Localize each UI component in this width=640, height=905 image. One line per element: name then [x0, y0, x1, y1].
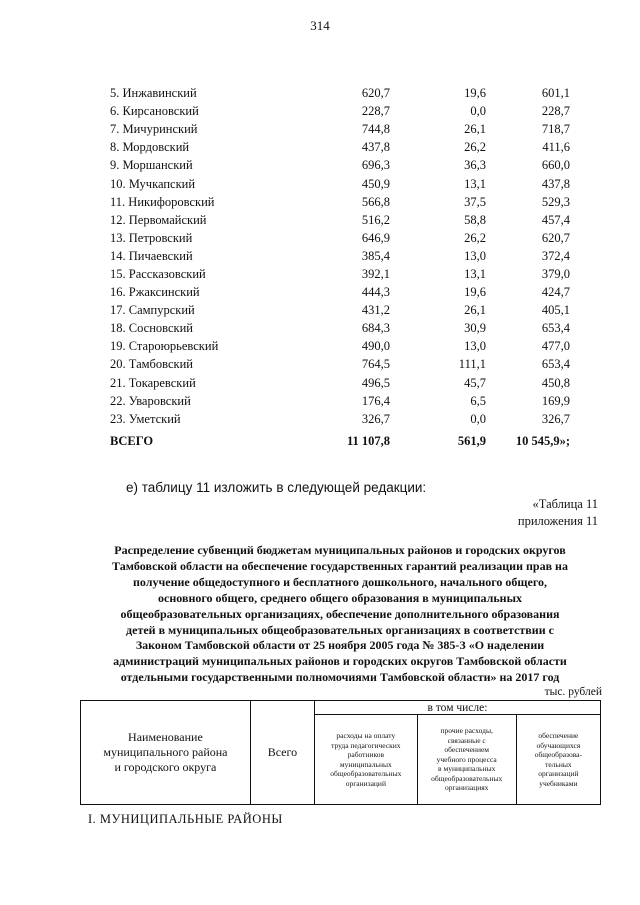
value-cell: 10 545,9»; [515, 433, 570, 448]
district-name: 5. Инжавинский [110, 86, 197, 101]
text-line: и городского округа [114, 760, 217, 774]
text-line: общеобразовательных [431, 773, 503, 783]
text-line: работников [347, 750, 385, 759]
table-row [110, 138, 570, 156]
value-cell: 45,7 [464, 375, 486, 390]
district-name: 6. Кирсановский [110, 104, 199, 119]
text-line: основного общего, среднего общего образования в муниципальных [158, 590, 522, 605]
text-line: отдельными государственными полномочиями Тамбовской области» на 2017 год [120, 670, 560, 685]
text-line: организаций [538, 769, 579, 778]
district-name: 21. Токаревский [110, 375, 196, 390]
value-cell: 653,4 [541, 357, 570, 372]
table-row [110, 337, 570, 355]
text-line: тельных [545, 759, 572, 769]
district-name: 16. Ржаксинский [110, 285, 200, 300]
text-line: организациях [444, 783, 489, 793]
value-cell: 437,8 [361, 140, 390, 155]
value-cell: 13,0 [464, 339, 486, 354]
value-cell: 764,5 [361, 357, 390, 372]
table-row [110, 392, 570, 410]
value-cell: 653,4 [541, 321, 570, 336]
text-line: муниципального района [103, 745, 228, 759]
text-line: администраций муниципальных районов и городских округов Тамбовской области [113, 654, 567, 669]
value-cell: 444,3 [361, 285, 390, 300]
table-row [110, 156, 570, 174]
table-reference-number: «Таблица 11 [532, 497, 598, 511]
district-name: 14. Пичаевский [110, 248, 193, 263]
table-row [110, 374, 570, 392]
column-header-including: в том числе: [314, 701, 600, 715]
distribution-table-header [80, 700, 601, 805]
table-row [110, 174, 570, 192]
district-name: 8. Мордовский [110, 140, 190, 155]
table-row [110, 211, 570, 229]
table-row [110, 84, 570, 102]
value-cell: 620,7 [541, 230, 570, 245]
district-name: 13. Петровский [110, 230, 193, 245]
text-line: связанные с [447, 735, 486, 745]
text-line: общеобразовательных организациях, обеспечение дополнительного образования [120, 606, 560, 621]
value-cell: 601,1 [541, 86, 570, 101]
value-cell: 37,5 [464, 194, 486, 209]
value-cell: 30,9 [464, 321, 486, 336]
table-row [110, 410, 570, 428]
table-row [110, 102, 570, 120]
subvention-totals-table [110, 84, 570, 450]
text-line: общеобразова- [534, 750, 582, 759]
text-line: учебного процесса [436, 754, 497, 764]
text-line: общеобразовательных [330, 769, 402, 778]
table-row [110, 319, 570, 337]
value-cell: 13,1 [464, 266, 486, 281]
text-line: получение общедоступного и бесплатного дошкольного, начального общего, [133, 574, 547, 589]
value-cell: 58,8 [464, 212, 486, 227]
table-reference-appendix: приложения 11 [517, 514, 598, 528]
value-cell: 490,0 [361, 339, 390, 354]
value-cell: 11 107,8 [346, 433, 390, 448]
column-header-other-expenses [417, 715, 516, 805]
value-cell: 684,3 [361, 321, 390, 336]
table-row [110, 247, 570, 265]
value-cell: 411,6 [542, 140, 570, 155]
district-name: 11. Никифоровский [110, 194, 215, 209]
district-name: 18. Сосновский [110, 321, 193, 336]
column-header-textbooks [516, 715, 600, 805]
value-cell: 0,0 [470, 104, 486, 119]
district-name: 17. Сампурский [110, 303, 195, 318]
table-total-row [110, 428, 570, 450]
value-cell: 561,9 [457, 433, 486, 448]
value-cell: 36,3 [464, 158, 486, 173]
page-number: 314 [310, 18, 330, 33]
value-cell: 718,7 [541, 122, 570, 137]
text-line: муниципальных [339, 759, 392, 769]
text-line: Тамбовской области на обеспечение государственных гарантий реализации прав на [112, 558, 568, 573]
table-row [110, 283, 570, 301]
value-cell: 696,3 [361, 158, 390, 173]
value-cell: 516,2 [361, 212, 390, 227]
section-title: I. МУНИЦИПАЛЬНЫЕ РАЙОНЫ [88, 812, 283, 826]
text-line: обеспечением [444, 745, 490, 755]
text-line: детей в муниципальных общеобразовательных организациях в соответствии с [126, 622, 554, 637]
table-row [110, 193, 570, 211]
value-cell: 450,8 [541, 375, 570, 390]
text-line: Законом Тамбовской области от 25 ноября 2005 года № 385-З «О наделении [135, 638, 545, 653]
value-cell: 457,4 [541, 212, 570, 227]
text-line: организаций [345, 778, 386, 788]
value-cell: 26,1 [464, 122, 486, 137]
value-cell: 379,0 [541, 266, 570, 281]
value-cell: 26,2 [464, 140, 486, 155]
value-cell: 0,0 [470, 411, 486, 426]
text-line: обучающихся [536, 740, 581, 750]
table-row [110, 301, 570, 319]
district-name: 23. Уметский [110, 411, 181, 426]
district-name: 19. Староюрьевский [110, 339, 219, 354]
value-cell: 26,2 [464, 230, 486, 245]
district-name: 15. Рассказовский [110, 266, 206, 281]
value-cell: 566,8 [361, 194, 390, 209]
table-title [80, 543, 600, 686]
district-name: 12. Первомайский [110, 212, 207, 227]
text-line: Наименование [128, 730, 203, 744]
column-header-salary [314, 715, 417, 805]
value-cell: 744,8 [361, 122, 390, 137]
district-name: 10. Мучкапский [110, 176, 196, 191]
value-cell: 385,4 [361, 248, 390, 263]
value-cell: 6,5 [470, 393, 486, 408]
value-cell: 620,7 [361, 86, 390, 101]
value-cell: 529,3 [541, 194, 570, 209]
text-line: учебниками [539, 778, 578, 788]
district-name: 7. Мичуринский [110, 122, 198, 137]
district-name: 9. Моршанский [110, 158, 193, 173]
value-cell: 660,0 [541, 158, 570, 173]
text-line: расходы на оплату [336, 731, 396, 740]
value-cell: 431,2 [361, 303, 390, 318]
value-cell: 19,6 [464, 285, 486, 300]
value-cell: 372,4 [541, 248, 570, 263]
value-cell: 176,4 [361, 393, 390, 408]
text-line: прочие расходы, [440, 726, 493, 736]
district-name: 22. Уваровский [110, 393, 191, 408]
value-cell: 392,1 [361, 266, 390, 281]
table-row [110, 120, 570, 138]
value-cell: 111,1 [458, 357, 486, 372]
table-row [110, 355, 570, 373]
value-cell: 326,7 [541, 411, 570, 426]
value-cell: 228,7 [541, 104, 570, 119]
column-header-name [81, 701, 251, 805]
district-name: 20. Тамбовский [110, 357, 193, 372]
text-line: труда педагогических [331, 740, 401, 750]
text-line: обеспечение [538, 731, 579, 740]
value-cell: 450,9 [361, 176, 390, 191]
value-cell: 13,1 [464, 176, 486, 191]
value-cell: 646,9 [361, 230, 390, 245]
text-line: Распределение субвенций бюджетам муниципальных районов и городских округов [114, 543, 566, 557]
value-cell: 477,0 [541, 339, 570, 354]
value-cell: 228,7 [361, 104, 390, 119]
value-cell: 13,0 [464, 248, 486, 263]
table-row [110, 265, 570, 283]
table-row [110, 229, 570, 247]
value-cell: 326,7 [361, 411, 390, 426]
value-cell: 405,1 [541, 303, 570, 318]
district-name: ВСЕГО [110, 433, 154, 448]
value-cell: 26,1 [464, 303, 486, 318]
amendment-instruction: е) таблицу 11 изложить в следующей редакции: [126, 480, 427, 495]
value-cell: 169,9 [541, 393, 570, 408]
value-cell: 424,7 [541, 285, 570, 300]
column-header-total: Всего [250, 701, 314, 805]
value-cell: 19,6 [464, 86, 486, 101]
unit-label: тыс. рублей [544, 686, 602, 698]
value-cell: 437,8 [541, 176, 570, 191]
value-cell: 496,5 [361, 375, 390, 390]
text-line: в муниципальных [438, 764, 496, 774]
